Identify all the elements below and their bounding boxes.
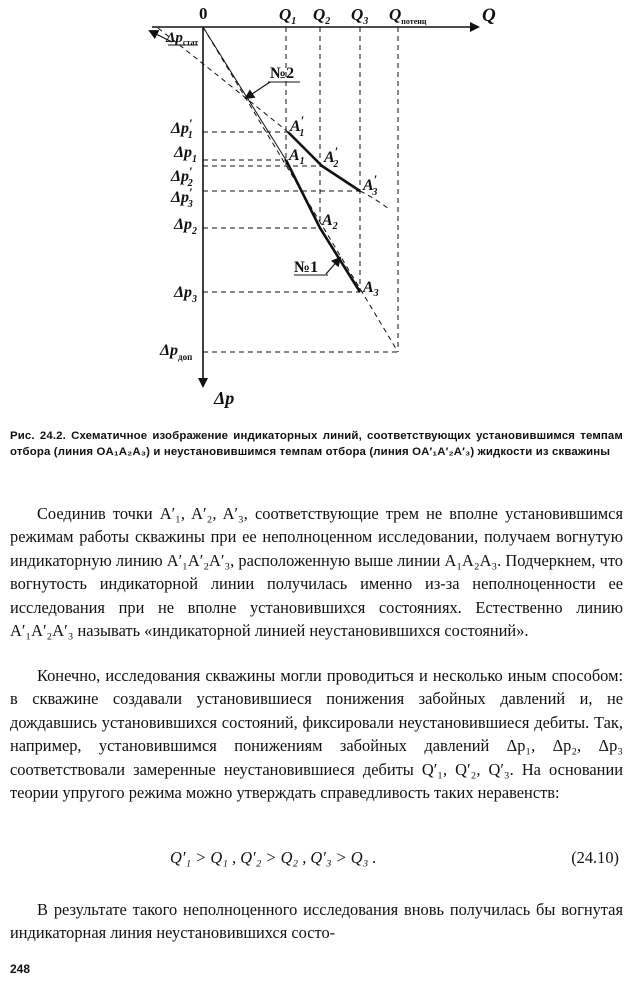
q3-label: $Q_3$ <box>351 5 369 27</box>
line2-pointer <box>246 82 270 98</box>
point-a2-label: $A_2$ <box>322 212 338 232</box>
point-a1-prime-label: A′ 1 <box>290 113 305 139</box>
point-a3-prime-label: A′ 3 <box>363 172 378 198</box>
point-a1-label: $A_1$ <box>289 147 305 167</box>
q-axis-label: Q <box>482 5 496 26</box>
origin-label: 0 <box>199 4 208 23</box>
line2-label: №2 <box>270 65 295 82</box>
q2-label: $Q_2$ <box>313 5 331 27</box>
dp1-prime-label: Δp′ 1 <box>171 116 193 141</box>
dp-axis-label: Δp <box>214 388 235 408</box>
dp2-label: $\Delta p_2$ <box>174 216 198 237</box>
dp-allowed-label: $\Delta p_{доп}$ <box>160 342 193 362</box>
paragraph-2: Конечно, исследования скважины могли проводиться и несколько иным способом: в скважине создавали установившиеся понижения забойных давлений и, не дождавшись установившихся состояний, фиксировали неустановившиеся дебиты. Так, например, установившимся понижениям забойных давлений Δp₁, Δp₂, Δp₃ соответствовали замеренные неустановившиеся дебиты Q′₁, Q′₂, Q′₃. На основании теории упругого режима можно утверждать справедливость таких неравенств: <box>10 666 623 803</box>
dp3-label: $\Delta p_3$ <box>174 284 198 305</box>
point-a3-label: $A_3$ <box>363 279 379 299</box>
dp1-label: $\Delta p_1$ <box>174 144 198 165</box>
page-number: 248 <box>10 962 31 976</box>
q-potential-label: $Q_{потенц}$ <box>389 5 427 26</box>
paragraph-1: Соединив точки A′₁, A′₂, A′₃, соответствующие трем не вполне установившимся режимам работы скважины при ее неполноценном исследовании, получаем вогнутую индикаторную линию A′₁A′₂A′₃, расположенную выше линии A₁A₂A₃. Подчеркнем, что вогнутость индикаторной линии получилась именно из-за неполноценности ее исследования при не вполне установившихся состояниях. Естественно линию A′₁A′₂A′₃ называть «индикаторной линией неустановившихся состояний». <box>10 504 623 641</box>
q1-label: $Q_1$ <box>279 5 297 27</box>
point-a2-prime-label: A′ 2 <box>324 144 339 170</box>
dp3-prime-label: Δp′ 3 <box>171 185 193 210</box>
line1-pointer <box>326 258 340 274</box>
figure-caption: Рис. 24.2. Схематичное изображение индикаторных линий, соответствующих установившимся темпам отбора (линия OA₁A₂A₃) и неустановившимся темпам отбора (линия OA′₁A′₂A′₃) жидкости из скважины <box>10 430 623 458</box>
line1-segment-origin <box>203 27 286 160</box>
paragraph-3: В результате такого неполноценного исследования вновь получилась бы вогнутая индикаторная линия неустановившихся состо- <box>10 900 623 943</box>
indicator-lines-figure <box>0 0 633 420</box>
line1-label: №1 <box>294 259 319 276</box>
dp2-prime-label: Δp′ 2 <box>171 164 193 189</box>
dp-static-label: $\Delta p_{стат}$ <box>166 30 199 47</box>
formula-number: (24.10) <box>571 848 619 867</box>
formula-24-10 <box>10 848 623 874</box>
formula-expression: Q′₁ > Q₁ , Q′₂ > Q₂ , Q′₃ > Q₃ . <box>170 848 377 867</box>
